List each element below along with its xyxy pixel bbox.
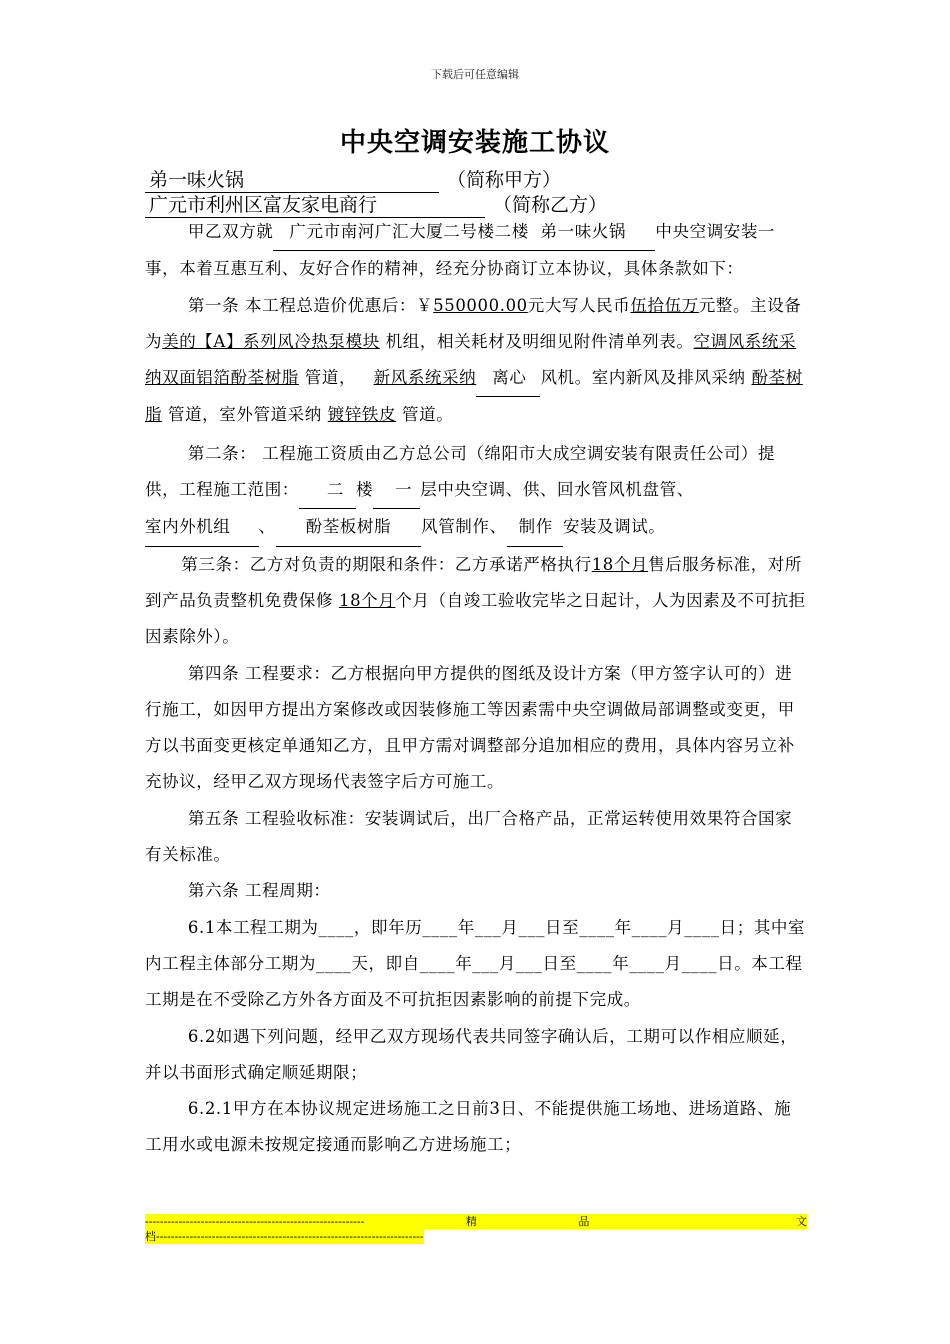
document-title: 中央空调安装施工协议 — [339, 128, 610, 158]
outdoor-duct-material: 镀锌铁皮 — [327, 405, 397, 425]
amount-in-words: 伍拾伍万 — [630, 295, 699, 315]
floor-number: 一 — [373, 472, 420, 509]
party-b-role: （简称乙方） — [493, 194, 608, 216]
party-a-role: （简称甲方） — [447, 169, 562, 191]
intro-client: 弟一味火锅 — [540, 222, 626, 241]
footer-row-2: 档------------------------------------------------------------------------ — [145, 1230, 424, 1243]
article-6-2: 6.2如遇下列问题，经甲乙双方现场代表共同签字确认后，工期可以作相应顺延，并以书面形式确定顺延期限； — [145, 1026, 798, 1082]
project-location: 广元市南河广汇大厦二号楼二楼 弟一味火锅 — [273, 214, 655, 251]
warranty-term: 18个月 — [338, 590, 396, 610]
fresh-air-label: 新风系统采纳 — [373, 368, 477, 388]
agreement-body — [145, 214, 807, 1164]
intro-pre: 甲乙双方就 — [187, 222, 274, 241]
ac-duct-material: 空调风系统采纳双面铝箔酚荃树脂 — [145, 331, 797, 388]
service-term: 18个月 — [591, 554, 649, 574]
footer-row-1: ----------------------------------------------------------- 精 品 . 文 — [145, 1215, 807, 1228]
total-amount: 550000.00 — [433, 295, 528, 315]
main-equipment: 美的【A】系列风冷热泵模块 — [162, 331, 380, 351]
article-4: 第四条 工程要求：乙方根据向甲方提供的图纸及设计方案（甲方签字认可的）进行施工，如因甲方提出方案修改或因装修施工等因素需中央空调做局部调整或变更，甲方以书面变更核定单通知乙方，且甲方需对调整部分追加相应的费用，具体内容另立补充协议，经甲乙双方现场代表签字后方可施工。 — [145, 663, 795, 792]
intro-post: 中央空调安装一事，本着互惠互利、友好合作的精神，经充分协商订立本协议，具体条款如下： — [145, 222, 776, 279]
building-number: 二 — [299, 472, 356, 509]
article-5: 第五条 工程验收标准：安装调试后，出厂合格产品，正常运转使用效果符合国家有关标准。 — [145, 808, 793, 865]
units-scope: 室内外机组 — [145, 509, 259, 546]
article-2: 第二条： 工程施工资质由乙方总公司（绵阳市大成空调安装有限责任公司）提供，工程施工范围： 二 楼 一 层中央空调、供、回水管风机盘管、室内外机组 、 酚荃板树脂 风管制作、 制作 安装及调试。 — [145, 436, 807, 547]
duct-material: 酚荃板树脂 — [276, 509, 422, 546]
fabrication-scope: 制作 — [507, 509, 563, 546]
article-3: 第三条：乙方对负责的期限和条件：乙方承诺严格执行18个月售后服务标准，对所到产品负责整机免费保修 18个月个月（自竣工验收完毕之日起计，人为因素及不可抗拒因素除外）。 — [145, 554, 806, 647]
indoor-duct-material: 酚荃树脂 — [145, 368, 803, 425]
article-6-2-1: 6.2.1甲方在本协议规定进场施工之日前3日、不能提供施工场地、进场道路、施工用水或电源未按规定接通而影响乙方进场施工； — [145, 1099, 792, 1155]
article-6-heading: 第六条 工程周期： — [187, 881, 331, 901]
intro-paragraph — [145, 214, 807, 288]
article-6-1: 6.1本工程工期为____，即年历____年___月___日至____年____月____日；其中室内工程主体部分工期为____天，即自____年___月___日至____年____月____日。本工程工期是在不受除乙方外各方面及不可抗拒因素影响的前提下完成。 — [145, 917, 806, 1010]
article-1: 第一条 本工程总造价优惠后：￥550000.00元大写人民币伍拾伍万元整。主设备为美的【A】系列风冷热泵模块 机组，相关耗材及明细见附件清单列表。空调风系统采纳双面铝箔酚荃树脂 管道， 新风系统采纳 离心 风机。室内新风及排风采纳 酚荃树脂 管道，室外管道采纳 镀锌铁皮 管道。 — [145, 295, 803, 425]
party-a-line — [145, 165, 561, 193]
party-b-name: 广元市利州区富友家电商行 — [145, 190, 485, 218]
footer-banner — [145, 1214, 807, 1244]
header-note: 下载后可任意编辑 — [431, 68, 519, 81]
party-a-name: 弟一味火锅 — [145, 165, 439, 193]
fan-type: 离心 — [476, 360, 540, 397]
